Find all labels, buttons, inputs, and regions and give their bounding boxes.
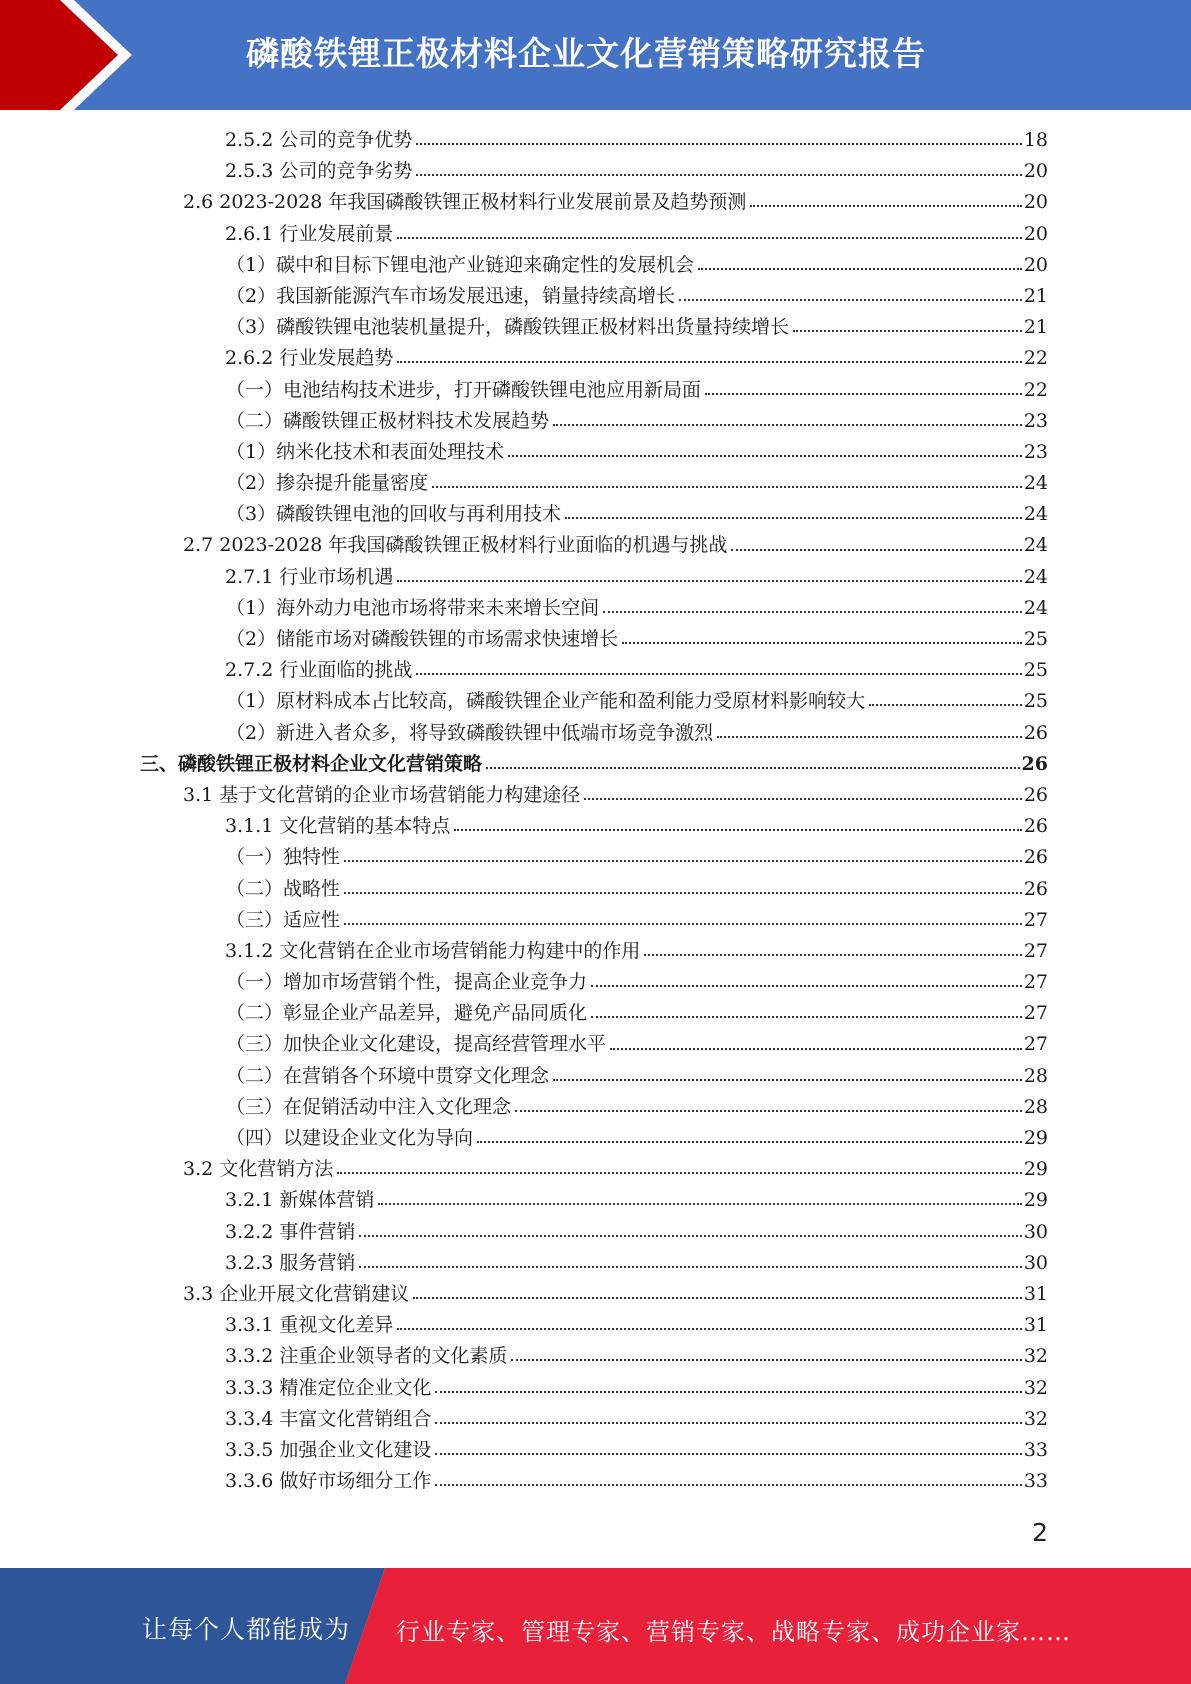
toc-entry-page: 27 bbox=[1023, 939, 1048, 962]
toc-entry-page: 20 bbox=[1023, 222, 1048, 245]
toc-entry-label: 3.2.3 服务营销 bbox=[225, 1251, 356, 1274]
toc-entry-label: 3.3.4 丰富文化营销组合 bbox=[225, 1407, 432, 1430]
toc-entry-label: （1）纳米化技术和表面处理技术 bbox=[226, 440, 505, 463]
toc-entry-label: （2）储能市场对磷酸铁锂的市场需求快速增长 bbox=[226, 628, 619, 650]
toc-entry-page: 30 bbox=[1023, 1220, 1048, 1243]
toc-entry-label: 2.7.1 行业市场机遇 bbox=[225, 565, 394, 588]
toc-entry[interactable] bbox=[0, 655, 1191, 686]
toc-entry[interactable] bbox=[0, 1279, 1191, 1310]
toc-entry-page: 33 bbox=[1023, 1470, 1048, 1493]
toc-dot-leader bbox=[359, 1247, 1021, 1268]
toc-entry-label: （二）彰显企业产品差异，避免产品同质化 bbox=[226, 1002, 588, 1025]
toc-entry-page: 26 bbox=[1021, 752, 1048, 775]
toc-entry-page: 32 bbox=[1023, 1376, 1048, 1399]
toc-entry-label: 2.7.2 行业面临的挑战 bbox=[225, 659, 413, 682]
toc-dot-leader bbox=[610, 1029, 1022, 1050]
toc-entry-label: 3.2 文化营销方法 bbox=[183, 1158, 334, 1181]
toc-entry[interactable] bbox=[0, 905, 1191, 936]
toc-entry[interactable] bbox=[0, 593, 1191, 624]
toc-entry-label: （2）新进入者众多，将导致磷酸铁锂中低端市场竞争激烈 bbox=[226, 721, 714, 744]
toc-entry-page: 29 bbox=[1023, 1127, 1048, 1149]
toc-entry[interactable] bbox=[0, 1185, 1191, 1216]
toc-dot-leader bbox=[397, 342, 1021, 363]
toc-entry[interactable] bbox=[0, 250, 1191, 281]
toc-entry[interactable] bbox=[0, 219, 1191, 250]
toc-dot-leader bbox=[698, 249, 1022, 270]
toc-entry-label: 3.1 基于文化营销的企业市场营销能力构建途径 bbox=[183, 783, 581, 806]
toc-entry-page: 26 bbox=[1023, 846, 1048, 869]
toc-entry[interactable] bbox=[0, 1404, 1191, 1435]
toc-entry-page: 27 bbox=[1023, 908, 1048, 931]
toc-entry-page: 18 bbox=[1023, 129, 1048, 151]
toc-entry[interactable] bbox=[0, 624, 1191, 655]
toc-entry-label: 2.6.1 行业发展前景 bbox=[225, 222, 394, 245]
toc-entry[interactable] bbox=[0, 1154, 1191, 1185]
toc-entry-page: 22 bbox=[1023, 347, 1048, 370]
toc-dot-leader bbox=[553, 405, 1022, 426]
toc-entry-label: 3.3 企业开展文化营销建议 bbox=[183, 1282, 410, 1305]
toc-entry[interactable] bbox=[0, 156, 1191, 187]
toc-entry-page: 31 bbox=[1023, 1314, 1048, 1337]
toc-dot-leader bbox=[416, 124, 1021, 145]
toc-entry-label: （2）掺杂提升能量密度 bbox=[226, 472, 429, 495]
toc-entry-label: （一）独特性 bbox=[226, 846, 341, 869]
toc-dot-leader bbox=[435, 1465, 1021, 1486]
toc-entry-page: 22 bbox=[1023, 378, 1048, 401]
table-of-contents bbox=[0, 125, 1191, 1497]
toc-dot-leader bbox=[679, 280, 1022, 301]
toc-entry-page: 32 bbox=[1023, 1407, 1048, 1430]
toc-entry-label: （二）战略性 bbox=[226, 877, 341, 900]
toc-entry-label: 3.3.6 做好市场细分工作 bbox=[225, 1470, 432, 1493]
toc-dot-leader bbox=[416, 654, 1021, 675]
toc-entry-label: 3.2.2 事件营销 bbox=[225, 1220, 356, 1243]
toc-entry-page: 24 bbox=[1023, 503, 1048, 526]
toc-entry-label: （一）电池结构技术进步，打开磷酸铁锂电池应用新局面 bbox=[226, 378, 702, 401]
toc-dot-leader bbox=[359, 1216, 1021, 1237]
toc-entry[interactable] bbox=[0, 312, 1191, 343]
toc-dot-leader bbox=[515, 1091, 1022, 1112]
toc-entry[interactable] bbox=[0, 967, 1191, 998]
toc-entry-label: 3.1.2 文化营销在企业市场营销能力构建中的作用 bbox=[225, 939, 641, 962]
toc-dot-leader bbox=[591, 997, 1022, 1018]
toc-entry-label: （1）海外动力电池市场将带来未来增长空间 bbox=[226, 596, 600, 619]
toc-entry[interactable] bbox=[0, 1341, 1191, 1372]
toc-dot-leader bbox=[454, 810, 1021, 831]
toc-entry[interactable] bbox=[0, 375, 1191, 406]
toc-entry[interactable] bbox=[0, 125, 1191, 156]
toc-entry-page: 21 bbox=[1023, 316, 1048, 339]
toc-dot-leader bbox=[413, 1278, 1022, 1299]
toc-dot-leader bbox=[378, 1184, 1021, 1205]
toc-entry-label: 2.5.3 公司的竞争劣势 bbox=[225, 160, 413, 183]
toc-entry-page: 26 bbox=[1023, 783, 1048, 806]
toc-entry[interactable] bbox=[0, 1061, 1191, 1092]
toc-entry[interactable] bbox=[0, 530, 1191, 561]
toc-entry-label: （3）磷酸铁锂电池的回收与再利用技术 bbox=[226, 503, 562, 526]
toc-entry-page: 24 bbox=[1023, 565, 1048, 588]
toc-entry-page: 25 bbox=[1023, 690, 1048, 713]
toc-entry-page: 25 bbox=[1023, 628, 1048, 650]
toc-entry-label: 2.7 2023-2028 年我国磷酸铁锂正极材料行业面临的机遇与挑战 bbox=[183, 534, 728, 557]
toc-entry-label: （一）增加市场营销个性，提高企业竞争力 bbox=[226, 971, 588, 994]
toc-entry-label: 3.3.3 精准定位企业文化 bbox=[225, 1376, 432, 1399]
toc-entry-page: 20 bbox=[1023, 160, 1048, 183]
toc-dot-leader bbox=[591, 966, 1022, 987]
toc-entry-page: 23 bbox=[1023, 440, 1048, 463]
toc-entry-page: 23 bbox=[1023, 409, 1048, 432]
toc-entry-page: 27 bbox=[1023, 1033, 1048, 1056]
toc-entry-page: 20 bbox=[1023, 191, 1048, 214]
toc-entry[interactable] bbox=[0, 468, 1191, 499]
toc-entry[interactable] bbox=[0, 406, 1191, 437]
toc-entry[interactable] bbox=[0, 780, 1191, 811]
toc-entry[interactable] bbox=[0, 437, 1191, 468]
toc-entry[interactable] bbox=[0, 811, 1191, 842]
report-title: 磷酸铁锂正极材料企业文化营销策略研究报告 bbox=[246, 34, 926, 73]
toc-entry[interactable] bbox=[0, 749, 1191, 780]
toc-dot-leader bbox=[337, 1153, 1022, 1174]
toc-entry-page: 26 bbox=[1023, 815, 1048, 838]
toc-dot-leader bbox=[511, 1340, 1021, 1361]
toc-dot-leader bbox=[486, 748, 1020, 769]
toc-dot-leader bbox=[793, 311, 1022, 332]
toc-entry-label: （四）以建设企业文化为导向 bbox=[226, 1127, 474, 1149]
toc-entry[interactable] bbox=[0, 936, 1191, 967]
toc-entry[interactable] bbox=[0, 998, 1191, 1029]
page-footer bbox=[0, 1568, 1191, 1684]
toc-entry[interactable] bbox=[0, 842, 1191, 873]
toc-dot-leader bbox=[731, 530, 1021, 551]
toc-entry-label: （1）碳中和目标下锂电池产业链迎来确定性的发展机会 bbox=[226, 253, 695, 276]
toc-dot-leader bbox=[565, 498, 1022, 519]
toc-entry-label: 3.3.1 重视文化差异 bbox=[225, 1314, 394, 1337]
toc-entry-page: 29 bbox=[1023, 1189, 1048, 1212]
toc-dot-leader bbox=[416, 155, 1021, 176]
toc-dot-leader bbox=[435, 1372, 1021, 1393]
toc-entry-page: 24 bbox=[1023, 534, 1048, 557]
toc-entry-label: （三）适应性 bbox=[226, 908, 341, 931]
toc-entry-label: 3.3.2 注重企业领导者的文化素质 bbox=[225, 1345, 508, 1368]
toc-dot-leader bbox=[477, 1122, 1022, 1143]
page-number: 2 bbox=[1032, 1518, 1048, 1547]
toc-entry-page: 24 bbox=[1023, 596, 1048, 619]
toc-dot-leader bbox=[397, 218, 1021, 239]
toc-dot-leader bbox=[435, 1403, 1021, 1424]
toc-entry[interactable] bbox=[0, 1310, 1191, 1341]
toc-entry-page: 29 bbox=[1023, 1158, 1048, 1181]
toc-entry-page: 32 bbox=[1023, 1345, 1048, 1368]
toc-dot-leader bbox=[344, 904, 1022, 925]
toc-entry[interactable] bbox=[0, 686, 1191, 717]
toc-entry[interactable] bbox=[0, 1435, 1191, 1466]
toc-dot-leader bbox=[622, 623, 1022, 644]
toc-entry[interactable] bbox=[0, 281, 1191, 312]
toc-entry-label: （三）加快企业文化建设，提高经营管理水平 bbox=[226, 1033, 607, 1056]
toc-entry[interactable] bbox=[0, 1248, 1191, 1279]
toc-entry-page: 28 bbox=[1023, 1095, 1048, 1118]
toc-dot-leader bbox=[717, 717, 1022, 738]
toc-entry[interactable] bbox=[0, 187, 1191, 218]
toc-entry-label: 3.1.1 文化营销的基本特点 bbox=[225, 815, 451, 838]
toc-entry-label: 2.5.2 公司的竞争优势 bbox=[225, 129, 413, 151]
toc-entry[interactable] bbox=[0, 1123, 1191, 1154]
toc-entry-label: 三、磷酸铁锂正极材料企业文化营销策略 bbox=[140, 752, 483, 775]
toc-dot-leader bbox=[644, 935, 1021, 956]
toc-entry[interactable] bbox=[0, 1217, 1191, 1248]
toc-entry-page: 25 bbox=[1023, 659, 1048, 682]
toc-dot-leader bbox=[508, 436, 1022, 457]
footer-slogan-right: 行业专家、管理专家、营销专家、战略专家、成功企业家…… bbox=[396, 1618, 1071, 1646]
toc-entry[interactable] bbox=[0, 562, 1191, 593]
toc-entry[interactable] bbox=[0, 1029, 1191, 1060]
page-header bbox=[0, 0, 1191, 110]
toc-entry-label: （三）在促销活动中注入文化理念 bbox=[226, 1095, 512, 1118]
toc-entry-page: 24 bbox=[1023, 472, 1048, 495]
toc-dot-leader bbox=[584, 779, 1022, 800]
toc-entry[interactable] bbox=[0, 343, 1191, 374]
toc-entry[interactable] bbox=[0, 1373, 1191, 1404]
toc-dot-leader bbox=[705, 374, 1022, 395]
toc-entry[interactable] bbox=[0, 718, 1191, 749]
toc-entry-label: （3）磷酸铁锂电池装机量提升，磷酸铁锂正极材料出货量持续增长 bbox=[226, 316, 790, 339]
toc-entry-page: 28 bbox=[1023, 1064, 1048, 1087]
toc-dot-leader bbox=[397, 561, 1021, 582]
toc-dot-leader bbox=[553, 1060, 1022, 1081]
toc-entry-page: 21 bbox=[1023, 284, 1048, 307]
toc-dot-leader bbox=[432, 467, 1022, 488]
toc-entry-label: （1）原材料成本占比较高，磷酸铁锂企业产能和盈利能力受原材料影响较大 bbox=[226, 690, 866, 713]
toc-dot-leader bbox=[344, 841, 1022, 862]
toc-dot-leader bbox=[397, 1309, 1021, 1330]
toc-entry-page: 27 bbox=[1023, 1002, 1048, 1025]
toc-entry-label: 3.2.1 新媒体营销 bbox=[225, 1189, 375, 1212]
toc-dot-leader bbox=[435, 1434, 1021, 1455]
toc-entry-page: 33 bbox=[1023, 1438, 1048, 1461]
toc-entry-page: 30 bbox=[1023, 1251, 1048, 1274]
toc-entry-page: 26 bbox=[1023, 721, 1048, 744]
toc-entry[interactable] bbox=[0, 874, 1191, 905]
toc-dot-leader bbox=[344, 873, 1022, 894]
toc-entry[interactable] bbox=[0, 499, 1191, 530]
toc-entry-page: 27 bbox=[1023, 971, 1048, 994]
toc-entry-label: （2）我国新能源汽车市场发展迅速，销量持续高增长 bbox=[226, 284, 676, 307]
toc-entry-label: 2.6 2023-2028 年我国磷酸铁锂正极材料行业发展前景及趋势预测 bbox=[183, 191, 747, 214]
toc-entry[interactable] bbox=[0, 1466, 1191, 1497]
toc-entry-label: 2.6.2 行业发展趋势 bbox=[225, 347, 394, 370]
header-arrow-decoration bbox=[0, 0, 160, 110]
toc-entry-label: （二）在营销各个环境中贯穿文化理念 bbox=[226, 1064, 550, 1087]
toc-entry-page: 26 bbox=[1023, 877, 1048, 900]
toc-entry-label: 3.3.5 加强企业文化建设 bbox=[225, 1438, 432, 1461]
toc-entry-page: 31 bbox=[1023, 1282, 1048, 1305]
toc-entry-label: （二）磷酸铁锂正极材料技术发展趋势 bbox=[226, 409, 550, 432]
toc-dot-leader bbox=[603, 592, 1022, 613]
toc-dot-leader bbox=[869, 685, 1022, 706]
toc-entry[interactable] bbox=[0, 1092, 1191, 1123]
toc-dot-leader bbox=[750, 186, 1021, 207]
footer-slogan-left: 让每个人都能成为 bbox=[142, 1615, 351, 1644]
toc-entry-page: 20 bbox=[1023, 253, 1048, 276]
